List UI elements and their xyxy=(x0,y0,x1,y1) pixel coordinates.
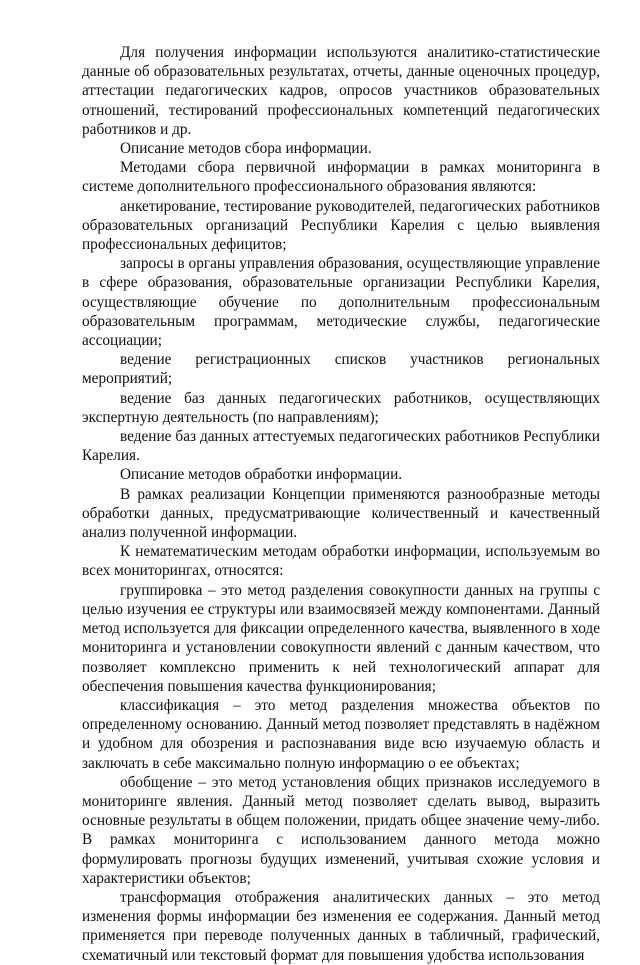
paragraph-processing-methods-intro: В рамках реализации Концепции применяются разнообразные методы обработки данных, предусматривающие количественный и качественный анализ полученной информации. xyxy=(82,485,600,542)
list-item-requests: запросы в органы управления образования, осуществляющие управление в сфере образования, образовательные организации Республики Карелия, осуществляющие обучение по дополнительным профессиональным образовательным программам, методические службы, педагогические ассоциации; xyxy=(82,255,600,350)
paragraph-collection-methods-intro: Методами сбора первичной информации в рамках мониторинга в системе дополнительного профессионального образования являются: xyxy=(82,159,600,196)
list-item-attestation-databases: ведение баз данных аттестуемых педагогических работников Республики Карелия. xyxy=(82,428,600,465)
paragraph-collection-methods-heading: Описание методов сбора информации. xyxy=(120,140,372,158)
paragraph-data-sources: Для получения информации используются аналитико-статистические данные об образовательных результатах, отчеты, данные оценочных процедур, аттестации педагогических кадров, опросов участников образовательных отношений, тестирований профессиональных компетенций педагогических работников и др. xyxy=(82,44,600,138)
list-item-classification: классификация – это метод разделения множества объектов по определенному основанию. Данный метод позволяет представлять в надёжном и удобном для обозрения и распознавания виде всю изучаемую область и заключать в себе максимально полную информацию о ее объектах; xyxy=(82,696,600,772)
document-body xyxy=(82,43,600,965)
list-item-registration-lists: ведение регистрационных списков участников региональных мероприятий; xyxy=(82,351,600,388)
paragraph-processing-methods-heading: Описание методов обработки информации. xyxy=(120,466,403,484)
list-item-transformation: трансформация отображения аналитических данных – это метод изменения формы информации без изменения ее содержания. Данный метод применяется при переводе полученных данных в табличный, графический, схематичный или текстовый формат для повышения удобства использования xyxy=(82,888,600,964)
list-item-generalization: обобщение – это метод установления общих признаков исследуемого в мониторинге явления. Данный метод позволяет сделать вывод, выразить основные результаты в общем положении, придать общее значение чему-либо. В рамках мониторинга с использованием данного метода можно формулировать прогнозы будущих изменений, учитывая схожие условия и характеристики объектов; xyxy=(82,773,600,887)
paragraph-non-mathematical-methods: К нематематическим методам обработки информации, используемым во всех мониторингах, относятся: xyxy=(82,543,600,580)
list-item-expert-databases: ведение баз данных педагогических работников, осуществляющих экспертную деятельность (по направлениям); xyxy=(82,389,600,426)
list-item-grouping: группировка – это метод разделения совокупности данных на группы с целью изучения ее структуры или взаимосвязей между компонентами. Данный метод используется для фиксации определенного качества, выявленного в ходе мониторинга и установлении совокупности явлений с данным качеством, что позволяет комплексно применить к ней технологический аппарат для обеспечения повышения качества функционирования; xyxy=(82,581,600,695)
list-item-surveys: анкетирование, тестирование руководителей, педагогических работников образовательных организаций Республики Карелия с целью выявления профессиональных дефицитов; xyxy=(82,197,600,254)
